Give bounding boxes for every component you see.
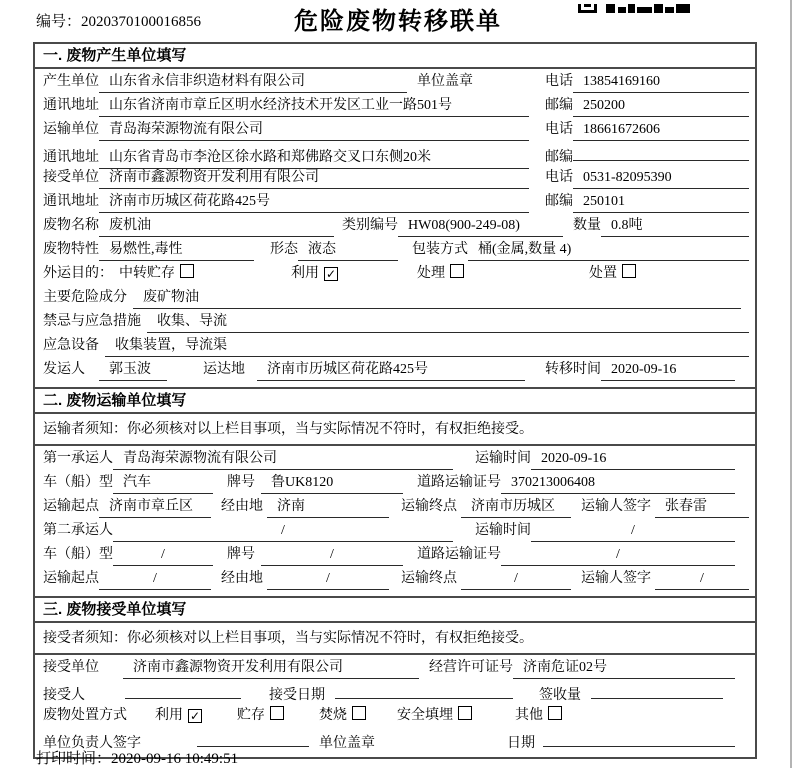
row-vehicle-2 <box>35 544 755 568</box>
accept-date-value <box>335 681 513 699</box>
transport-time-1-value: 2020-09-16 <box>531 448 735 470</box>
option-label: 焚烧 <box>319 708 347 723</box>
carrier-sign-label: 运输人签字 <box>581 571 651 586</box>
origin-1-value: 济南市章丘区 <box>99 496 211 518</box>
option-label: 利用 <box>291 266 319 281</box>
phone-label: 电话 <box>545 74 573 89</box>
main-hazard-label: 主要危险成分 <box>43 290 127 305</box>
row-taboo-measures <box>35 311 755 335</box>
main-hazard-value: 废矿物油 <box>133 287 741 309</box>
purpose-option-utilize <box>291 263 417 284</box>
first-carrier-label: 第一承运人 <box>43 451 113 466</box>
page-edge-divider <box>790 0 792 768</box>
checkbox-utilize <box>188 709 202 723</box>
receive-unit-value: 济南市鑫源物资开发利用有限公司 <box>123 657 419 679</box>
disposal-method-label: 废物处置方式 <box>43 708 127 723</box>
form-value: 液态 <box>298 239 398 261</box>
section-receiver-title: 三. 废物接受单位填写 <box>35 598 755 623</box>
vehicle-type-2-value: / <box>113 544 213 566</box>
row-acceptor <box>35 681 755 705</box>
transporter-phone-value: 18661672606 <box>573 119 749 141</box>
waste-property-value: 易燃性,毒性 <box>99 239 254 261</box>
received-qty-value <box>591 681 723 699</box>
purpose-option-storage <box>119 263 291 284</box>
producer-unit-value: 山东省永信非织造材料有限公司 <box>99 71 407 93</box>
taboo-measures-label: 禁忌与应急措施 <box>43 314 141 329</box>
checkbox-store <box>270 706 284 720</box>
end-label: 运输终点 <box>401 571 457 586</box>
emergency-equipment-value: 收集装置，导流渠 <box>105 335 749 357</box>
producer-phone-value: 13854169160 <box>573 71 749 93</box>
transport-time-label: 运输时间 <box>475 523 531 538</box>
via-1-value: 济南 <box>267 496 389 518</box>
transport-time-2-value: / <box>531 520 735 542</box>
form-label: 形态 <box>270 242 298 257</box>
plate-2-value: / <box>261 544 403 566</box>
row-receiver-unit <box>35 167 755 191</box>
acceptor-value <box>125 681 241 699</box>
unit-seal-label: 单位盖章 <box>417 74 473 89</box>
row-transporter-unit <box>35 119 755 143</box>
option-label: 安全填埋 <box>397 708 453 723</box>
waste-name-label: 废物名称 <box>43 218 99 233</box>
date-label: 日期 <box>507 736 535 751</box>
transfer-time-label: 转移时间 <box>545 362 601 377</box>
zip-label: 邮编 <box>545 98 573 113</box>
option-label: 其他 <box>515 708 543 723</box>
purpose-option-treat <box>417 263 589 284</box>
unit-seal-label: 单位盖章 <box>319 736 375 751</box>
quantity-value: 0.8吨 <box>601 215 749 237</box>
receiver-address-value: 济南市历城区荷花路425号 <box>99 191 529 213</box>
row-emergency-equipment <box>35 335 755 359</box>
category-code-label: 类别编号 <box>342 218 398 233</box>
zip-label: 邮编 <box>545 194 573 209</box>
section-transporter <box>33 387 757 598</box>
checkbox-mark: ✓ <box>325 267 337 281</box>
producer-address-value: 山东省济南市章丘区明水经济技术开发区工业一路501号 <box>99 95 529 117</box>
row-transfer-purpose <box>35 263 755 287</box>
checkbox-storage <box>180 264 194 278</box>
checkbox-mark: ✓ <box>189 709 201 723</box>
row-main-hazard <box>35 287 755 311</box>
origin-2-value: / <box>99 568 211 590</box>
plate-1-value: 鲁UK8120 <box>261 472 403 494</box>
page-title: 危险废物转移联单 <box>294 8 502 35</box>
via-label: 经由地 <box>221 499 263 514</box>
disposal-option-other <box>515 705 562 726</box>
road-license-label: 道路运输证号 <box>417 475 501 490</box>
packaging-value: 桶(金属,数量 4) <box>468 239 749 261</box>
row-route-2 <box>35 568 755 592</box>
phone-label: 电话 <box>545 122 573 137</box>
row-first-carrier <box>35 448 755 472</box>
checkbox-treat <box>450 264 464 278</box>
responsible-sign-value <box>197 729 309 747</box>
manifest-form <box>33 42 757 759</box>
row-receive-unit <box>35 657 755 681</box>
row-waste-name <box>35 215 755 239</box>
disposal-option-utilize <box>155 705 207 726</box>
row-shipper <box>35 359 755 383</box>
transporter-zip-value <box>573 143 749 161</box>
qr-code-fragment-icon <box>578 0 690 18</box>
section-producer <box>33 42 757 389</box>
waste-property-label: 废物特性 <box>43 242 99 257</box>
purpose-option-dispose <box>589 263 636 284</box>
received-qty-label: 签收量 <box>539 688 581 703</box>
plate-label: 牌号 <box>227 547 255 562</box>
transporter-notice: 运输者须知：你必须核对以上栏目事项，当与实际情况不符时，有权拒绝接受。 <box>35 414 755 446</box>
print-time <box>36 747 238 768</box>
row-receiver-address <box>35 191 755 215</box>
road-license-label: 道路运输证号 <box>417 547 501 562</box>
option-label: 处置 <box>589 266 617 281</box>
destination-value: 济南市历城区荷花路425号 <box>257 359 525 381</box>
print-time-label: 打印时间： <box>36 751 112 767</box>
checkbox-utilize <box>324 267 338 281</box>
vehicle-type-1-value: 汽车 <box>113 472 213 494</box>
acceptor-label: 接受人 <box>43 688 85 703</box>
second-carrier-value: / <box>113 520 453 542</box>
taboo-measures-value: 收集、导流 <box>147 311 749 333</box>
carrier-sign-label: 运输人签字 <box>581 499 651 514</box>
serial-value: 2020370100016856 <box>81 14 202 30</box>
transfer-time-value: 2020-09-16 <box>601 359 735 381</box>
checkbox-dispose <box>622 264 636 278</box>
checkbox-incinerate <box>352 706 366 720</box>
producer-unit-label: 产生单位 <box>43 74 99 89</box>
emergency-equipment-label: 应急设备 <box>43 338 99 353</box>
permit-value: 济南危证02号 <box>513 657 735 679</box>
origin-label: 运输起点 <box>43 571 99 586</box>
row-disposal-method <box>35 705 755 729</box>
section-transporter-title: 二. 废物运输单位填写 <box>35 389 755 414</box>
address-label: 通讯地址 <box>43 194 99 209</box>
road-license-2-value: / <box>501 544 735 566</box>
via-label: 经由地 <box>221 571 263 586</box>
transporter-address-value: 山东省青岛市李沧区徐水路和郑佛路交叉口东侧20米 <box>99 147 529 169</box>
waste-name-value: 废机油 <box>99 215 334 237</box>
address-label: 通讯地址 <box>43 98 99 113</box>
row-transporter-address <box>35 143 755 167</box>
receiver-phone-value: 0531-82095390 <box>573 167 749 189</box>
shipper-label: 发运人 <box>43 362 85 377</box>
row-producer-unit <box>35 71 755 95</box>
option-label: 处理 <box>417 266 445 281</box>
first-carrier-value: 青岛海荣源物流有限公司 <box>113 448 453 470</box>
permit-label: 经营许可证号 <box>429 660 513 675</box>
end-label: 运输终点 <box>401 499 457 514</box>
disposal-option-landfill <box>397 705 479 726</box>
vehicle-type-label: 车（船）型 <box>43 547 113 562</box>
quantity-label: 数量 <box>573 218 601 233</box>
row-producer-address <box>35 95 755 119</box>
category-code-value: HW08(900-249-08) <box>398 215 563 237</box>
receiver-notice: 接受者须知：你必须核对以上栏目事项，当与实际情况不符时，有权拒绝接受。 <box>35 623 755 655</box>
serial-label: 编号： <box>36 14 82 30</box>
row-second-carrier <box>35 520 755 544</box>
end-2-value: / <box>461 568 571 590</box>
disposal-option-store <box>237 705 289 726</box>
via-2-value: / <box>267 568 389 590</box>
accept-date-label: 接受日期 <box>269 688 325 703</box>
row-waste-property <box>35 239 755 263</box>
transporter-unit-value: 青岛海荣源物流有限公司 <box>99 119 529 141</box>
checkbox-other <box>548 706 562 720</box>
checkbox-landfill <box>458 706 472 720</box>
receive-unit-label: 接受单位 <box>43 660 99 675</box>
option-label: 中转贮存 <box>119 266 175 281</box>
responsible-sign-label: 单位负责人签字 <box>43 736 141 751</box>
section-producer-title: 一. 废物产生单位填写 <box>35 44 755 69</box>
carrier-sign-1-value: 张春雷 <box>655 496 749 518</box>
row-route-1 <box>35 496 755 520</box>
zip-label: 邮编 <box>545 150 573 165</box>
row-vehicle-1 <box>35 472 755 496</box>
plate-label: 牌号 <box>227 475 255 490</box>
disposal-option-incinerate <box>319 705 371 726</box>
receiver-unit-label: 接受单位 <box>43 170 99 185</box>
vehicle-type-label: 车（船）型 <box>43 475 113 490</box>
shipper-value: 郭玉波 <box>99 359 167 381</box>
address-label: 通讯地址 <box>43 150 99 165</box>
origin-label: 运输起点 <box>43 499 99 514</box>
destination-label: 运达地 <box>203 362 245 377</box>
second-carrier-label: 第二承运人 <box>43 523 113 538</box>
transfer-purpose-label: 外运目的： <box>43 266 113 281</box>
transporter-unit-label: 运输单位 <box>43 122 99 137</box>
section-receiver <box>33 596 757 759</box>
carrier-sign-2-value: / <box>655 568 749 590</box>
receiver-unit-value: 济南市鑫源物资开发利用有限公司 <box>99 167 529 189</box>
print-time-value: 2020-09-16 10:49:51 <box>111 751 239 767</box>
date-value <box>543 729 735 747</box>
transport-time-label: 运输时间 <box>475 451 531 466</box>
phone-label: 电话 <box>545 170 573 185</box>
producer-zip-value: 250200 <box>573 95 749 117</box>
receiver-zip-value: 250101 <box>573 191 749 213</box>
road-license-1-value: 370213006408 <box>501 472 735 494</box>
packaging-label: 包装方式 <box>412 242 468 257</box>
option-label: 利用 <box>155 708 183 723</box>
end-1-value: 济南市历城区 <box>461 496 571 518</box>
option-label: 贮存 <box>237 708 265 723</box>
